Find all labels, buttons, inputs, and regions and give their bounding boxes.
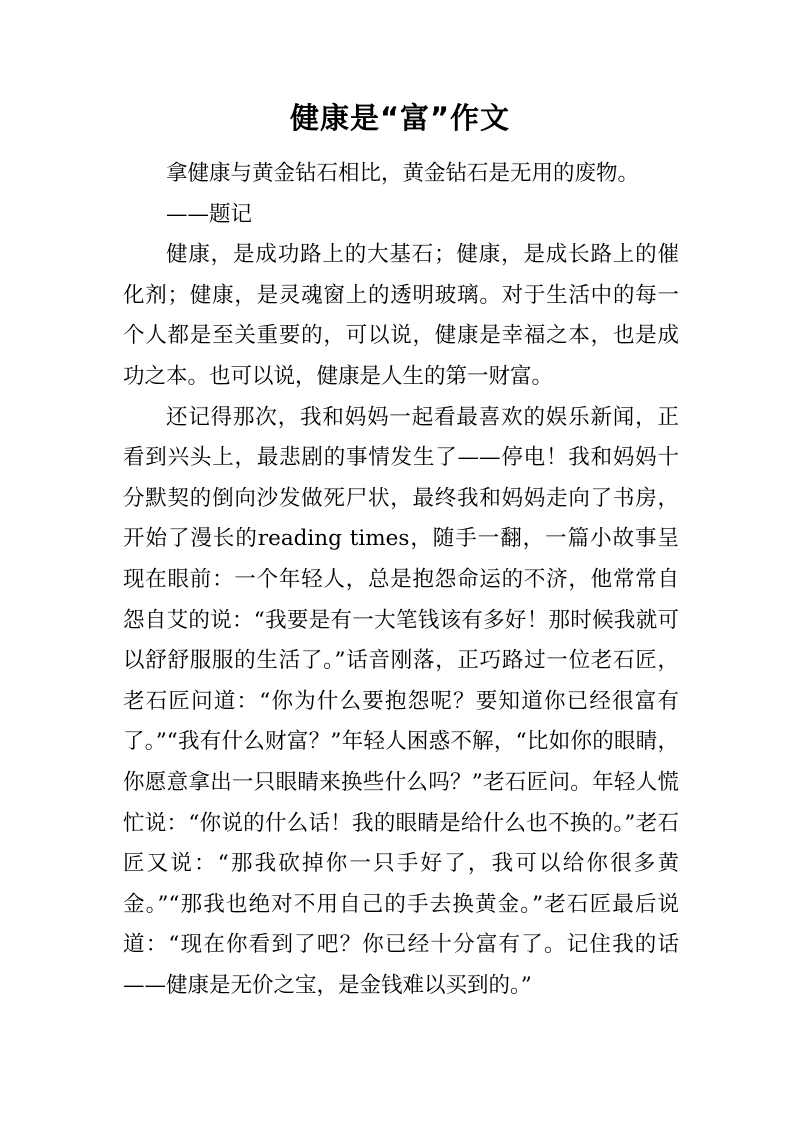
body-paragraph: 还记得那次，我和妈妈一起看最喜欢的娱乐新闻，正看到兴头上，最悲剧的事情发生了——停电！我和妈妈十分默契的倒向沙发做死尸状，最终我和妈妈走向了书房，开始了漫长的reading times，随手一翻，一篇小故事呈现在眼前：一个年轻人，总是抱怨命运的不济，他常常自怨自艾的说：“我要是有一大笔钱该有多好！那时候我就可以舒舒服服的生活了。”话音刚落，正巧路过一位老石匠，老石匠问道：“你为什么要抱怨呢？要知道你已经很富有了。”“我有什么财富？”年轻人困惑不解，“比如你的眼睛，你愿意拿出一只眼睛来换些什么吗？”老石匠问。年轻人慌忙说：“你说的什么话！我的眼睛是给什么也不换的。”老石匠又说：“那我砍掉你一只手好了，我可以给你很多黄金。”“那我也绝对不用自己的手去换黄金。”老石匠最后说道：“现在你看到了吧？你已经十分富有了。记住我的话——健康是无价之宝，是金钱难以买到的。” — [123, 404, 679, 998]
document-title: 健康是“富”作文 — [289, 101, 511, 135]
epigraph-paragraph: 拿健康与黄金钻石相比，黄金钻石是无用的废物。 — [166, 161, 640, 186]
body-paragraph: 健康，是成功路上的大基石；健康，是成长路上的催化剂；健康，是灵魂窗上的透明玻璃。对于生活中的每一个人都是至关重要的，可以说，健康是幸福之本，也是成功之本。也可以说，健康是人生的第一财富。 — [123, 242, 679, 389]
document-body — [123, 154, 679, 1006]
epigraph-attribution: ——题记 — [166, 201, 253, 227]
